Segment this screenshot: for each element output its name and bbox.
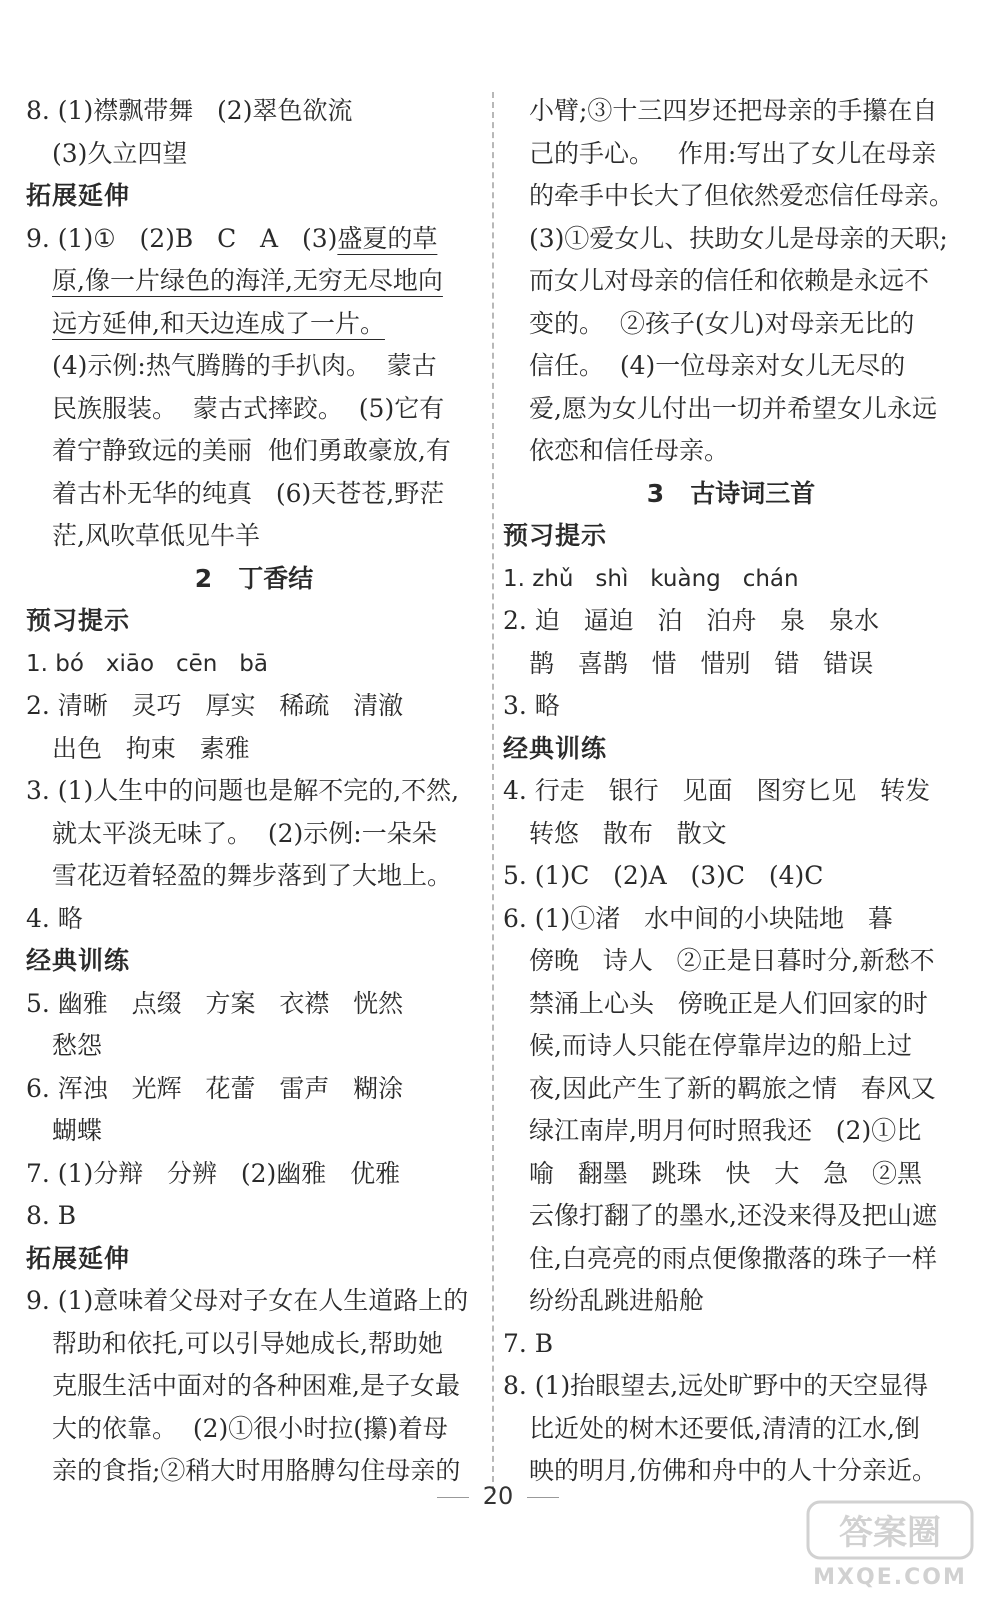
line-text: 5. (1)C (2)A (3)C (4)C: [503, 861, 824, 890]
answer-line: [503, 260, 959, 303]
line-text: 6. (1)①渚 水中间的小块陆地 暮: [503, 903, 893, 933]
watermark-text-bottom: MXQE.COM: [813, 1565, 967, 1590]
answer-line: [26, 260, 482, 303]
answer-line: [503, 898, 959, 941]
answer-line: [503, 1238, 959, 1281]
section-heading: [26, 940, 482, 983]
answer-line: [503, 940, 959, 983]
line-text: 8. B: [26, 1201, 77, 1230]
answer-line: [26, 685, 482, 728]
line-text: 候,而诗人只能在停靠岸边的船上过: [529, 1031, 912, 1060]
line-text: 预习提示: [503, 521, 608, 550]
line-text: 己的手心。 作用:写出了女儿在母亲: [529, 138, 937, 168]
line-text: 而女儿对母亲的信任和依赖是永远不: [529, 266, 930, 295]
answer-line: [26, 770, 482, 813]
answer-line: [26, 515, 482, 558]
answer-line: [26, 345, 482, 388]
line-text: 拓展延伸: [26, 181, 131, 210]
line-text: 信任。 (4)一位母亲对女儿无尽的: [529, 351, 906, 380]
answer-line: [503, 685, 959, 728]
line-text: 9. (1)① (2)B C A (3): [26, 223, 338, 253]
answer-line: [503, 600, 959, 643]
answer-line: [503, 983, 959, 1026]
line-text: 愁怨: [52, 1031, 103, 1060]
line-text: 6. 浑浊 光辉 花蕾 雷声 糊涂: [26, 1073, 404, 1103]
line-text: 4. 略: [26, 903, 83, 933]
line-text: 4. 行走 银行 见面 图穷匕见 转发: [503, 776, 931, 805]
answer-line: [503, 855, 959, 898]
line-text: 喻 翻墨 跳珠 快 大 急 ②黑: [529, 1158, 923, 1188]
section-heading: [26, 1238, 482, 1281]
underlined-answer: 原,像一片绿色的海洋,无穷无尽地向: [52, 266, 443, 295]
answer-line: [503, 1365, 959, 1408]
answer-line: [26, 1068, 482, 1111]
line-text: 映的明月,仿佛和舟中的人十分亲近。: [529, 1456, 937, 1485]
answer-line: [26, 1195, 482, 1238]
line-text: 9. (1)意味着父母对子女在人生道路上的: [26, 1286, 469, 1315]
line-text: 5. 幽雅 点缀 方案 衣襟 恍然: [26, 988, 404, 1018]
underlined-answer: 远方延伸,和天边连成了一片。: [52, 308, 385, 338]
watermark-logo: [806, 1500, 974, 1592]
left-column: [26, 90, 482, 1493]
answer-line: [26, 643, 482, 686]
line-text: 8. (1)襟飘带舞 (2)翠色欲流: [26, 96, 353, 125]
answer-line: [26, 303, 482, 346]
answer-line: [503, 90, 959, 133]
answer-line: [503, 1025, 959, 1068]
line-text: 3 古诗词三首: [646, 478, 816, 508]
answer-line: [26, 898, 482, 941]
line-text: 傍晚 诗人 ②正是日暮时分,新愁不: [529, 946, 935, 975]
answer-line: [503, 1408, 959, 1451]
answer-line: [26, 133, 482, 176]
answer-line: [503, 388, 959, 431]
answer-line: [26, 1408, 482, 1451]
line-text: 2. 迫 逼迫 泊 泊舟 泉 泉水: [503, 606, 880, 635]
line-text: 3. 略: [503, 691, 560, 720]
answer-line: [26, 983, 482, 1026]
line-text: 雪花迈着轻盈的舞步落到了大地上。: [52, 861, 453, 890]
line-text: 8. (1)抬眼望去,远处旷野中的天空显得: [503, 1371, 929, 1400]
line-text: 拓展延伸: [26, 1243, 131, 1273]
line-text: 3. (1)人生中的问题也是解不完的,不然,: [26, 776, 460, 805]
line-text: 1. bó xiāo cēn bā: [26, 650, 268, 677]
column-divider: [492, 92, 494, 1492]
line-text: 禁涌上心头 傍晚正是人们回家的时: [529, 988, 928, 1018]
answer-line: [503, 1280, 959, 1323]
line-text: 住,白亮亮的雨点便像撒落的珠子一样: [529, 1243, 937, 1273]
line-text: 就太平淡无味了。 (2)示例:一朵朵: [52, 818, 437, 848]
answer-line: [503, 813, 959, 856]
answer-line: [503, 558, 959, 601]
line-text: 2. 清晰 灵巧 厚实 稀疏 清澈: [26, 691, 404, 720]
line-text: 依恋和信任母亲。: [529, 436, 730, 465]
section-heading: [26, 175, 482, 218]
answer-line: [503, 218, 959, 261]
line-text: 比近处的树木还要低,清清的江水,倒: [529, 1413, 920, 1443]
line-text: 2 丁香结: [194, 563, 314, 593]
section-heading: [503, 515, 959, 558]
line-text: 的牵手中长大了但依然爱恋信任母亲。: [529, 181, 955, 210]
lesson-title: [26, 558, 482, 601]
answer-line: [26, 1153, 482, 1196]
answer-line: [26, 855, 482, 898]
line-text: (4)示例:热气腾腾的手扒肉。 蒙古: [52, 351, 437, 380]
lesson-title: [503, 473, 959, 516]
right-column: [503, 90, 959, 1493]
answer-line: [26, 1110, 482, 1153]
line-text: 民族服装。 蒙古式摔跤。 (5)它有: [52, 393, 445, 423]
line-text: (3)①爱女儿、扶助女儿是母亲的天职;: [529, 223, 948, 253]
line-text: 绿江南岸,明月何时照我还 (2)①比: [529, 1116, 922, 1145]
answer-line: [26, 218, 482, 261]
answer-line: [503, 133, 959, 176]
answer-line: [26, 813, 482, 856]
answer-line: [26, 473, 482, 516]
line-text: 爱,愿为女儿付出一切并希望女儿永远: [529, 393, 937, 423]
answer-line: [503, 1153, 959, 1196]
footer-dash-left: [437, 1497, 469, 1498]
answer-line: [503, 1195, 959, 1238]
answer-line: [26, 1365, 482, 1408]
line-text: 1. zhǔ shì kuàng chán: [503, 565, 799, 592]
line-text: 变的。 ②孩子(女儿)对母亲无比的: [529, 308, 915, 338]
line-text: 帮助和依托,可以引导她成长,帮助她: [52, 1328, 443, 1358]
footer-dash-right: [527, 1497, 559, 1498]
line-text: 着古朴无华的纯真 (6)天苍苍,野茫: [52, 478, 445, 508]
answer-line: [503, 643, 959, 686]
line-text: 蝴蝶: [52, 1116, 103, 1145]
line-text: 纷纷乱跳进船舱: [529, 1286, 705, 1315]
answer-line: [503, 1068, 959, 1111]
line-text: 7. (1)分辩 分辨 (2)幽雅 优雅: [26, 1158, 401, 1188]
section-heading: [503, 728, 959, 771]
answer-line: [26, 1323, 482, 1366]
answer-line: [26, 90, 482, 133]
answer-line: [26, 1025, 482, 1068]
line-text: 经典训练: [26, 946, 131, 975]
line-text: 夜,因此产生了新的羁旅之情 春风又: [529, 1073, 936, 1103]
answer-line: [503, 770, 959, 813]
line-text: 出色 拘束 素雅: [52, 733, 250, 763]
watermark-text-top: 答案圈: [839, 1513, 941, 1553]
line-text: 亲的食指;②稍大时用胳膊勾住母亲的: [52, 1456, 461, 1485]
line-text: 预习提示: [26, 606, 131, 635]
line-text: 7. B: [503, 1328, 554, 1358]
line-text: 着宁静致远的美丽 他们勇敢豪放,有: [52, 436, 451, 465]
line-text: 转悠 散布 散文: [529, 818, 727, 848]
line-text: 云像打翻了的墨水,还没来得及把山遮: [529, 1201, 937, 1230]
answer-line: [503, 345, 959, 388]
line-text: 大的依靠。 (2)①很小时拉(攥)着母: [52, 1413, 448, 1443]
answer-line: [503, 430, 959, 473]
page-number: 20: [482, 1482, 514, 1510]
section-heading: [26, 600, 482, 643]
line-text: 小臂;③十三四岁还把母亲的手攥在自: [529, 96, 938, 125]
answer-line: [26, 430, 482, 473]
line-text: 经典训练: [503, 733, 608, 763]
underlined-answer: 盛夏的草: [337, 223, 438, 253]
line-text: 克服生活中面对的各种困难,是子女最: [52, 1371, 460, 1400]
answer-line: [26, 388, 482, 431]
answer-line: [503, 1323, 959, 1366]
answer-line: [503, 303, 959, 346]
line-text: (3)久立四望: [52, 138, 188, 168]
line-text: 茫,风吹草低见牛羊: [52, 521, 260, 550]
answer-line: [503, 175, 959, 218]
answer-line: [503, 1110, 959, 1153]
answer-line: [26, 1280, 482, 1323]
line-text: 鹊 喜鹊 惜 惜别 错 错误: [529, 648, 874, 678]
answer-line: [26, 728, 482, 771]
